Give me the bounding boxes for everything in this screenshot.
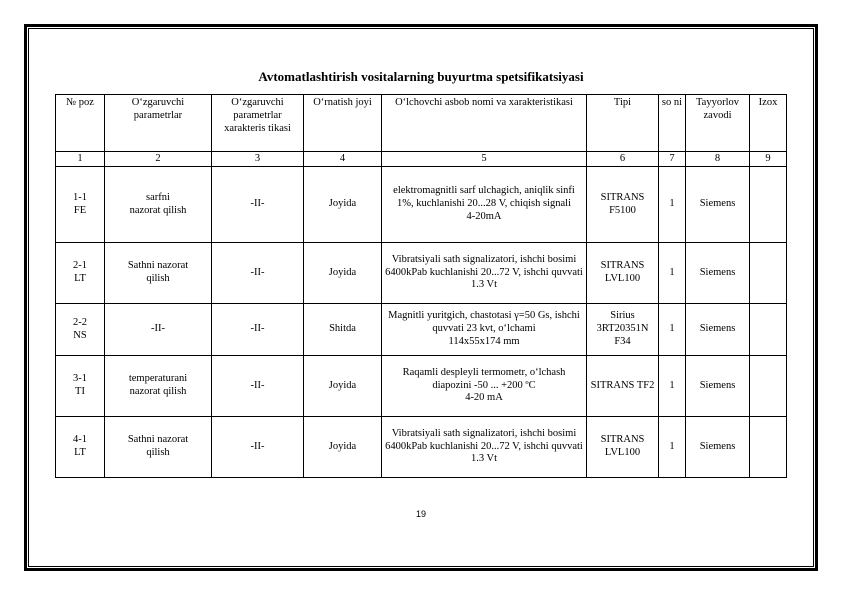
cell-type: SITRANS LVL100 — [587, 417, 659, 478]
cell-count: 1 — [659, 304, 686, 356]
cell-note — [750, 304, 787, 356]
page-number: 19 — [415, 509, 426, 519]
cell-type: SITRANS TF2 — [587, 356, 659, 417]
cell-poz: 4-1 LT — [56, 417, 105, 478]
cell-device: Magnitli yuritgich, chastotasi γ=50 Gs, ishchi quvvati 23 kvt, o‘lchami 114x55x174 mm — [382, 304, 587, 356]
cell-note — [750, 167, 787, 243]
cell-type: SITRANS LVL100 — [587, 243, 659, 304]
cell-parameter: temperaturani nazorat qilish — [105, 356, 212, 417]
cell-manufacturer: Siemens — [686, 167, 750, 243]
cell-poz: 2-2 NS — [56, 304, 105, 356]
cell-location: Shitda — [304, 304, 382, 356]
cell-device: Vibratsiyali sath signalizatori, ishchi bosimi 6400kPab kuchlanishi 20...72 V, ishchi quvvati 1.3 Vt — [382, 243, 587, 304]
cell-location: Joyida — [304, 243, 382, 304]
table-row — [56, 243, 787, 304]
cell-characteristic: -II- — [212, 167, 304, 243]
cell-count: 1 — [659, 167, 686, 243]
cell-type: Sirius 3RT20351N F34 — [587, 304, 659, 356]
specification-table — [55, 94, 787, 478]
column-number: 6 — [587, 152, 659, 167]
cell-characteristic: -II- — [212, 417, 304, 478]
cell-type: SITRANS F5100 — [587, 167, 659, 243]
cell-manufacturer: Siemens — [686, 304, 750, 356]
cell-characteristic: -II- — [212, 356, 304, 417]
cell-location: Joyida — [304, 356, 382, 417]
header-cell-characteristics: O‘zgaruvchi parametrlar xarakteris tikasi — [212, 95, 304, 152]
header-row — [56, 95, 787, 152]
cell-parameter: -II- — [105, 304, 212, 356]
cell-note — [750, 356, 787, 417]
cell-note — [750, 243, 787, 304]
column-number: 8 — [686, 152, 750, 167]
cell-count: 1 — [659, 356, 686, 417]
cell-characteristic: -II- — [212, 243, 304, 304]
cell-device: Raqamli despleyli termometr, o‘lchash diapozini -50 ... +200 ºC 4-20 mA — [382, 356, 587, 417]
column-number: 7 — [659, 152, 686, 167]
cell-count: 1 — [659, 417, 686, 478]
cell-poz: 2-1 LT — [56, 243, 105, 304]
cell-parameter: sarfni nazorat qilish — [105, 167, 212, 243]
header-cell-note: Izox — [750, 95, 787, 152]
table-row — [56, 356, 787, 417]
table-row — [56, 304, 787, 356]
cell-device: elektromagnitli sarf ulchagich, aniqlik sinfi 1%, kuchlanishi 20...28 V, chiqish signali 4-20mA — [382, 167, 587, 243]
table-row — [56, 167, 787, 243]
header-cell-poz: № poz — [56, 95, 105, 152]
column-number: 3 — [212, 152, 304, 167]
cell-parameter: Sathni nazorat qilish — [105, 417, 212, 478]
column-number: 2 — [105, 152, 212, 167]
cell-device: Vibratsiyali sath signalizatori, ishchi bosimi 6400kPab kuchlanishi 20...72 V, ishchi quvvati 1.3 Vt — [382, 417, 587, 478]
cell-manufacturer: Siemens — [686, 356, 750, 417]
cell-location: Joyida — [304, 167, 382, 243]
cell-poz: 3-1 TI — [56, 356, 105, 417]
header-cell-location: O‘rnatish joyi — [304, 95, 382, 152]
header-cell-count: so ni — [659, 95, 686, 152]
cell-manufacturer: Siemens — [686, 243, 750, 304]
column-number-row — [56, 152, 787, 167]
cell-note — [750, 417, 787, 478]
cell-poz: 1-1 FE — [56, 167, 105, 243]
cell-count: 1 — [659, 243, 686, 304]
table-row — [56, 417, 787, 478]
cell-location: Joyida — [304, 417, 382, 478]
header-cell-parameters: O‘zgaruvchi parametrlar — [105, 95, 212, 152]
cell-manufacturer: Siemens — [686, 417, 750, 478]
cell-characteristic: -II- — [212, 304, 304, 356]
cell-parameter: Sathni nazorat qilish — [105, 243, 212, 304]
header-cell-type: Tipi — [587, 95, 659, 152]
column-number: 9 — [750, 152, 787, 167]
header-cell-device: O‘lchovchi asbob nomi va xarakteristikasi — [382, 95, 587, 152]
column-number: 4 — [304, 152, 382, 167]
column-number: 1 — [56, 152, 105, 167]
header-cell-manufacturer: Tayyorlov zavodi — [686, 95, 750, 152]
document-title: Avtomatlashtirish vositalarning buyurtma spetsifikatsiyasi — [258, 69, 584, 84]
column-number: 5 — [382, 152, 587, 167]
